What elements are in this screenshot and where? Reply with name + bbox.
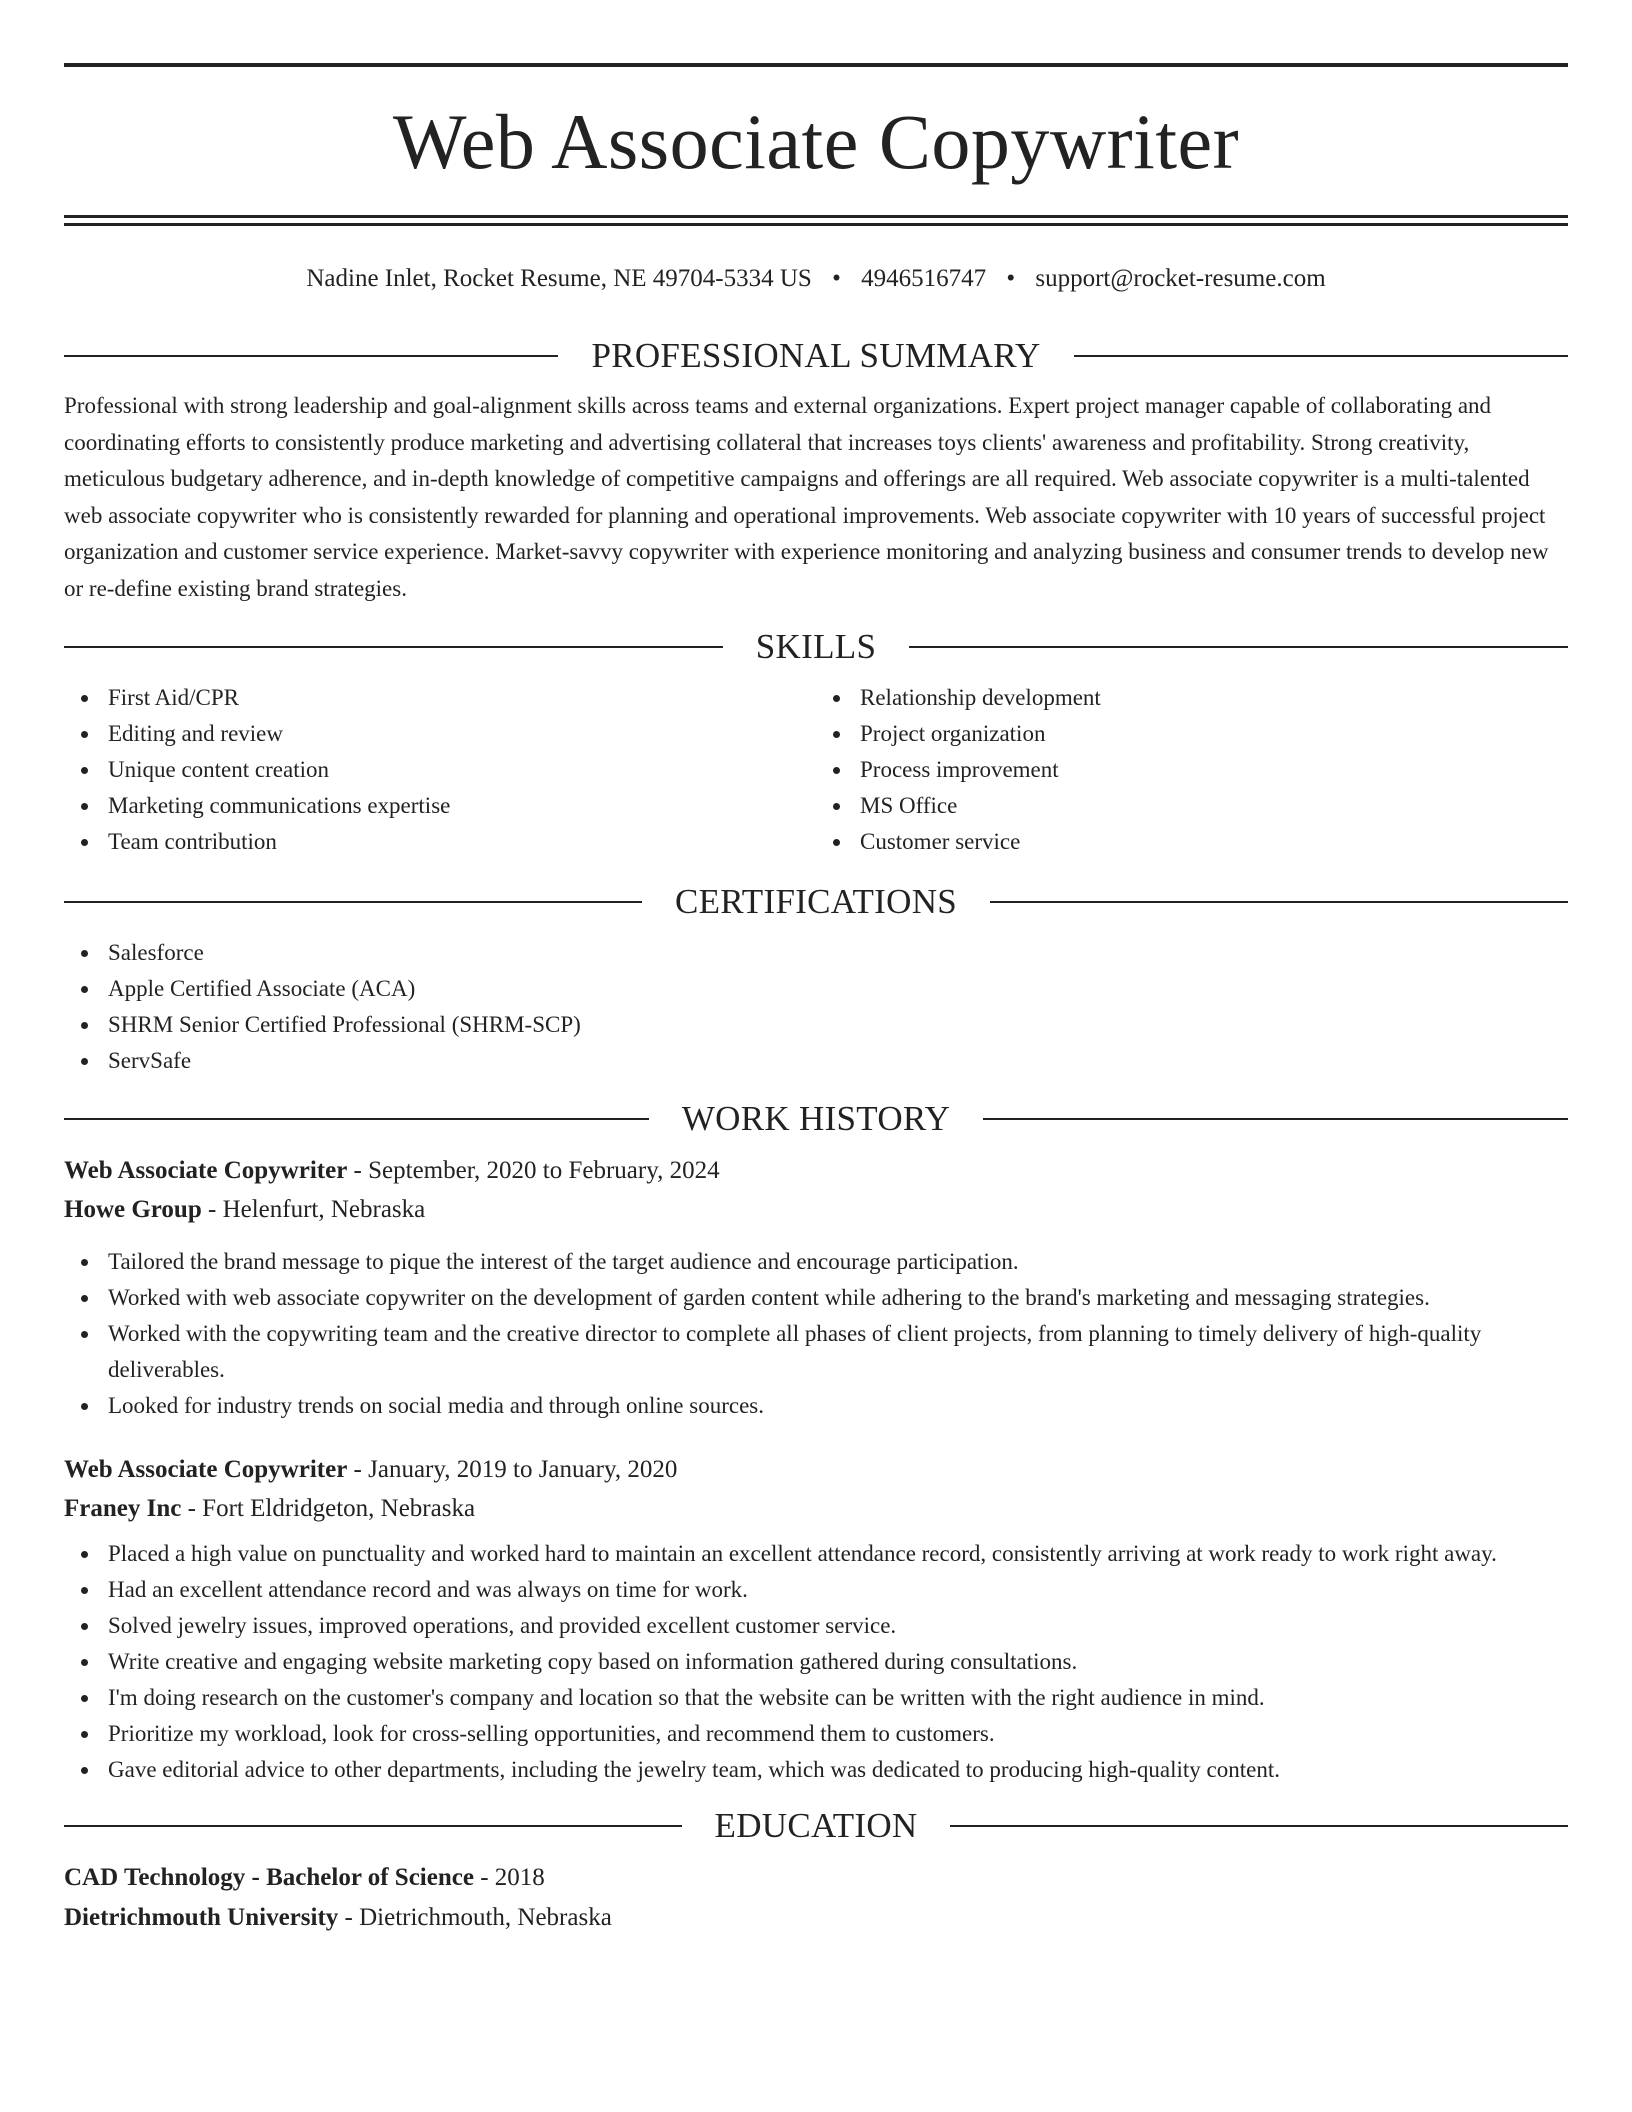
list-item: Customer service: [816, 824, 1568, 860]
section-heading-education: [64, 1806, 1568, 1846]
section-title: EDUCATION: [714, 1806, 918, 1845]
heading-rule: [983, 1118, 1568, 1120]
section-title: PROFESSIONAL SUMMARY: [591, 336, 1041, 375]
section-title: CERTIFICATIONS: [674, 882, 958, 921]
double-rule: [64, 215, 1568, 226]
list-item: Process improvement: [816, 752, 1568, 788]
list-item: Worked with the copywriting team and the creative director to complete all phases of client projects, from planning to timely delivery of high-quality deliverables.: [64, 1316, 1568, 1388]
list-item: Unique content creation: [64, 752, 816, 788]
list-item: ServSafe: [64, 1043, 1568, 1079]
school-location: - Dietrichmouth, Nebraska: [338, 1904, 612, 1931]
job-company: Franey Inc: [64, 1495, 182, 1522]
job-location: - Helenfurt, Nebraska: [201, 1196, 426, 1223]
section-title: SKILLS: [755, 627, 877, 666]
heading-rule: [64, 901, 642, 903]
contact-line: [64, 264, 1568, 294]
job-location: - Fort Eldridgeton, Nebraska: [181, 1495, 476, 1522]
heading-rule: [909, 646, 1568, 648]
heading-rule: [64, 646, 723, 648]
section-heading-certifications: [64, 882, 1568, 922]
heading-rule: [64, 1118, 649, 1120]
job-company: Howe Group: [64, 1196, 202, 1223]
list-item: Worked with web associate copywriter on the development of garden content while adhering to the brand's marketing and messaging strategies.: [64, 1280, 1568, 1316]
list-item: Marketing communications expertise: [64, 788, 816, 824]
section-heading-summary: [64, 336, 1568, 376]
list-item: Looked for industry trends on social media and through online sources.: [64, 1388, 1568, 1424]
job-entry: [64, 1450, 1568, 1788]
section-title: WORK HISTORY: [681, 1099, 951, 1138]
heading-rule: [1074, 355, 1568, 357]
list-item: Write creative and engaging website marketing copy based on information gathered during consultations.: [64, 1644, 1568, 1680]
heading-rule: [950, 1825, 1568, 1827]
degree: CAD Technology - Bachelor of Science: [64, 1864, 474, 1891]
job-dates: - January, 2019 to January, 2020: [347, 1456, 678, 1483]
certifications-list: [64, 935, 1568, 1079]
top-rule: [64, 63, 1568, 67]
list-item: Relationship development: [816, 680, 1568, 716]
list-item: Tailored the brand message to pique the interest of the target audience and encourage participation.: [64, 1244, 1568, 1280]
list-item: Solved jewelry issues, improved operations, and provided excellent customer service.: [64, 1608, 1568, 1644]
section-heading-skills: [64, 627, 1568, 667]
job-duties: [64, 1244, 1568, 1424]
job-company-line: [64, 1489, 1568, 1528]
school-line: [64, 1898, 1568, 1938]
contact-separator: •: [1006, 265, 1016, 292]
education-entry: [64, 1858, 1568, 1938]
list-item: First Aid/CPR: [64, 680, 816, 716]
contact-address: Nadine Inlet, Rocket Resume, NE 49704-5334 US: [306, 265, 812, 292]
job-duties: [64, 1536, 1568, 1788]
skills-column-right: [816, 680, 1568, 860]
section-heading-work-history: [64, 1099, 1568, 1139]
list-item: Team contribution: [64, 824, 816, 860]
job-title: Web Associate Copywriter: [64, 1456, 348, 1483]
list-item: MS Office: [816, 788, 1568, 824]
resume-title: Web Associate Copywriter: [392, 98, 1240, 185]
list-item: Prioritize my workload, look for cross-selling opportunities, and recommend them to customers.: [64, 1716, 1568, 1752]
school: Dietrichmouth University: [64, 1904, 339, 1931]
job-title-line: [64, 1450, 1568, 1489]
list-item: Salesforce: [64, 935, 1568, 971]
list-item: Apple Certified Associate (ACA): [64, 971, 1568, 1007]
heading-rule: [64, 1825, 682, 1827]
list-item: I'm doing research on the customer's company and location so that the website can be written with the right audience in mind.: [64, 1680, 1568, 1716]
contact-separator: •: [832, 265, 841, 292]
contact-phone[interactable]: 4946516747: [861, 265, 987, 292]
list-item: Placed a high value on punctuality and worked hard to maintain an excellent attendance record, consistently arriving at work ready to work right away.: [64, 1536, 1568, 1572]
list-item: Had an excellent attendance record and was always on time for work.: [64, 1572, 1568, 1608]
job-entry: [64, 1151, 1568, 1424]
graduation-year: - 2018: [473, 1864, 545, 1891]
list-item: Gave editorial advice to other departments, including the jewelry team, which was dedicated to producing high-quality content.: [64, 1752, 1568, 1788]
heading-rule: [990, 901, 1568, 903]
heading-rule: [64, 355, 558, 357]
degree-line: [64, 1858, 1568, 1898]
summary-text: Professional with strong leadership and goal-alignment skills across teams and external organizations. Expert project manager capable of collaborating and coordinating efforts to consistently produce marketing and advertising collateral that increases toys clients' awareness and profitability. Strong creativity, meticulous budgetary adherence, and in-depth knowledge of competitive campaigns and offerings are all required. Web associate copywriter is a multi-talented web associate copywriter who is consistently rewarded for planning and operational improvements. Web associate copywriter with 10 years of successful project organization and customer service experience. Market-savvy copywriter with experience monitoring and analyzing business and consumer trends to develop new or re-define existing brand strategies.: [64, 393, 1549, 601]
contact-email[interactable]: support@rocket-resume.com: [1035, 265, 1326, 292]
job-title: Web Associate Copywriter: [64, 1157, 348, 1184]
job-dates: - September, 2020 to February, 2024: [347, 1157, 720, 1184]
list-item: Editing and review: [64, 716, 816, 752]
job-title-line: [64, 1151, 1568, 1190]
list-item: Project organization: [816, 716, 1568, 752]
job-company-line: [64, 1190, 1568, 1229]
skills-column-left: [64, 680, 816, 860]
list-item: SHRM Senior Certified Professional (SHRM-SCP): [64, 1007, 1568, 1043]
skills-list: [64, 680, 1568, 860]
